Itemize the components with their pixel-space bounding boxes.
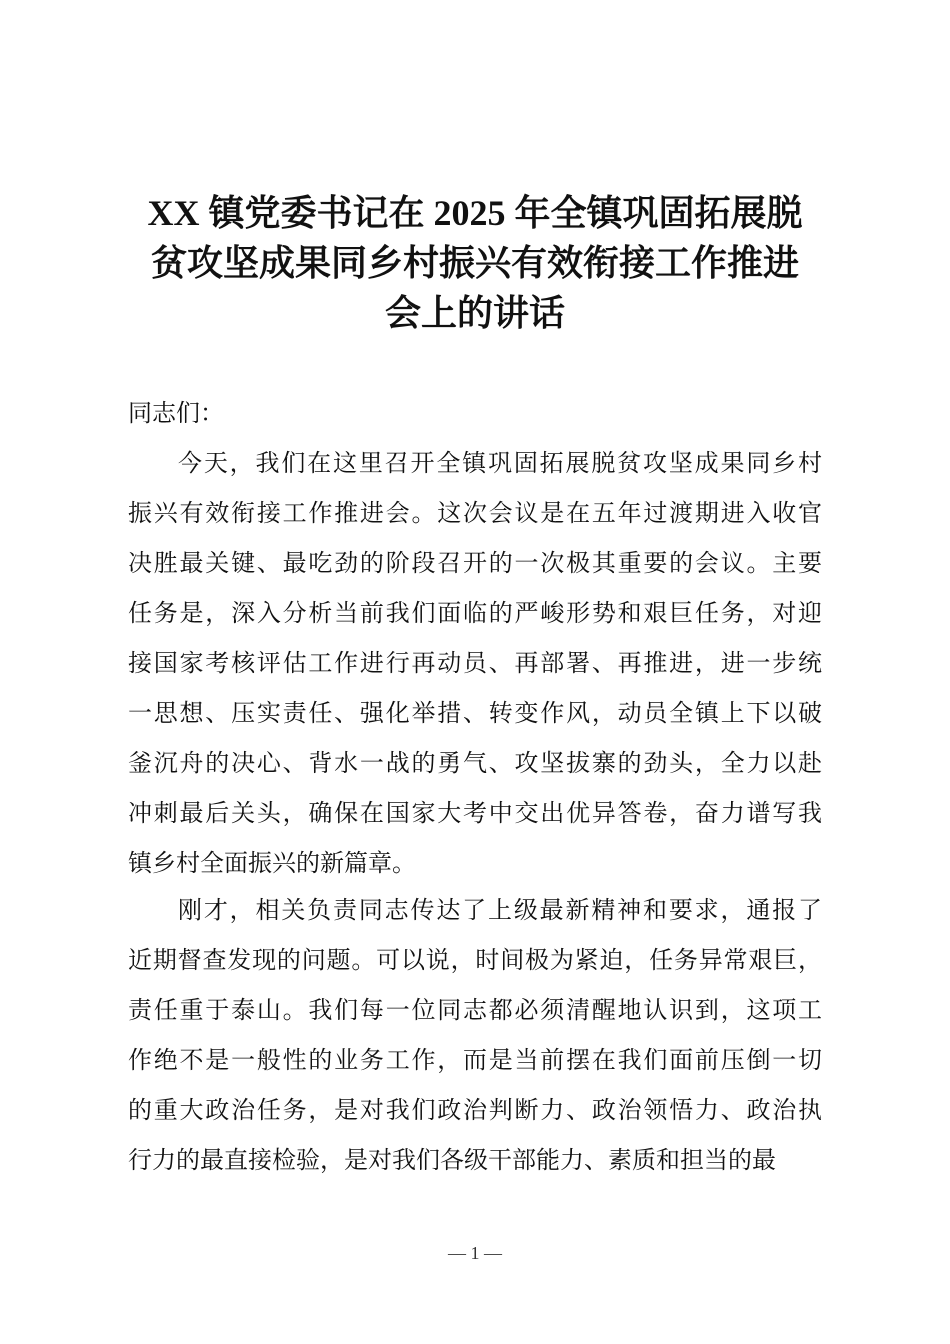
title-line: 会上的讲话 [384, 293, 565, 333]
page-number: — 1 — [448, 1243, 502, 1263]
document-title [120, 188, 830, 338]
paragraph-2 [128, 885, 822, 1185]
text-line: 的重大政治任务，是对我们政治判断力、政治领悟力、政治执 [128, 1096, 822, 1124]
title-line: 贫攻坚成果同乡村振兴有效衔接工作推进 [150, 243, 799, 283]
salutation-text: 同志们： [128, 399, 224, 427]
text-line: 行力的最直接检验，是对我们各级干部能力、素质和担当的最 [128, 1146, 776, 1174]
text-line: 近期督查发现的问题。可以说，时间极为紧迫，任务异常艰巨， [128, 946, 822, 974]
text-line: 今天，我们在这里召开全镇巩固拓展脱贫攻坚成果同乡村 [178, 449, 822, 477]
text-line: 镇乡村全面振兴的新篇章。 [128, 849, 416, 877]
text-line: 作绝不是一般性的业务工作，而是当前摆在我们面前压倒一切 [128, 1046, 822, 1074]
text-line: 接国家考核评估工作进行再动员、再部署、再推进，进一步统 [128, 649, 822, 677]
title-line: XX 镇党委书记在 2025 年全镇巩固拓展脱 [147, 193, 803, 233]
text-line: 釜沉舟的决心、背水一战的勇气、攻坚拔寨的劲头，全力以赴 [128, 749, 822, 777]
text-line: 决胜最关键、最吃劲的阶段召开的一次极其重要的会议。主要 [128, 549, 822, 577]
text-line: 冲刺最后关头，确保在国家大考中交出优异答卷，奋力谱写我 [128, 799, 822, 827]
text-line: 责任重于泰山。我们每一位同志都必须清醒地认识到，这项工 [128, 996, 822, 1024]
text-line: 振兴有效衔接工作推进会。这次会议是在五年过渡期进入收官 [128, 499, 822, 527]
text-line: 刚才，相关负责同志传达了上级最新精神和要求，通报了 [178, 896, 822, 924]
salutation [128, 388, 822, 438]
text-line: 任务是，深入分析当前我们面临的严峻形势和艰巨任务，对迎 [128, 599, 822, 627]
text-line: 一思想、压实责任、强化举措、转变作风，动员全镇上下以破 [128, 699, 822, 727]
paragraph-1 [128, 438, 822, 888]
